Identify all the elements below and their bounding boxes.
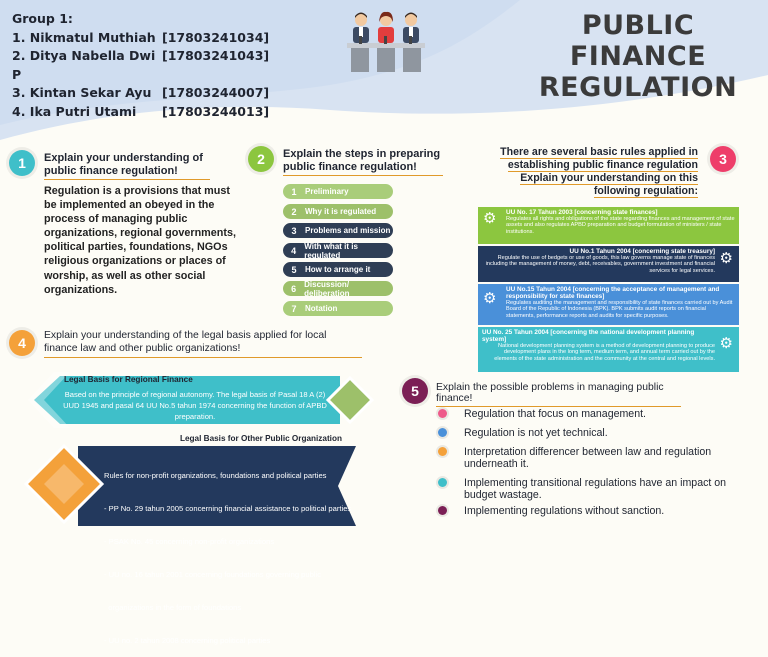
problem-text: Implementing transitional regulations have an impact on budget wastage.: [464, 477, 727, 501]
step-number: 1: [291, 186, 297, 197]
people-at-podium-icon: [345, 10, 427, 74]
step-item: [283, 184, 393, 199]
step-number: 3: [291, 225, 297, 236]
regional-title: Legal Basis for Regional Finance: [64, 375, 193, 384]
step-label: How to arrange it: [305, 265, 371, 274]
q1-question: Explain your understanding of public finance regulation!: [44, 152, 210, 180]
step-item: [283, 204, 393, 219]
group-title: Group 1:: [12, 11, 73, 26]
step-number: 4: [291, 245, 297, 256]
step-item: [283, 301, 393, 316]
member-name: 4. Ika Putri Utami: [12, 103, 137, 119]
bullet-dot: [438, 447, 447, 456]
rule-card: [478, 327, 739, 372]
step-label: Problems and mission: [305, 226, 391, 235]
problem-text: Interpretation differencer between law and regulation underneath it.: [464, 446, 712, 470]
other-org-list: [104, 448, 352, 657]
other-org-line: - UU no. 2 tahun 2008 concerning political parties: [104, 636, 271, 645]
member-row: [12, 84, 269, 103]
gear-icon: ⚙: [483, 210, 497, 227]
q5-question: Explain the possible problems in managing public finance!: [436, 382, 681, 407]
problem-item: [438, 427, 738, 439]
member-id: [17803241034]: [162, 29, 270, 45]
rule-card: [478, 207, 739, 244]
member-id: [17803241043]: [162, 48, 270, 63]
title-line: PUBLIC: [581, 10, 695, 41]
member-row: [12, 103, 269, 122]
bullet-dot: [438, 428, 447, 437]
group-members: [12, 10, 269, 121]
rule-card: [478, 246, 739, 282]
q2-question: Explain the steps in preparing public finance regulation!: [283, 148, 443, 176]
other-org-line: - PP No. 29 tahun 2005 concerning financial assistance to political parties: [104, 504, 352, 513]
number-badge-4: 4: [9, 330, 35, 356]
problem-item: [438, 408, 738, 420]
rule-title: UU No. 17 Tahun 2003 [concerning state finances]: [506, 209, 658, 216]
q4-question: Explain your understanding of the legal basis applied for local finance law and other public organizations!: [44, 330, 362, 358]
other-org-line: - PSAK No. 45 concerning non-profit organizations: [104, 537, 275, 546]
regional-text: Based on the principle of regional autonomy. The legal basis of Pasal 18 A (2) UUD 1945 and pasal 64 UU No.5 tahun 1974 concerning the function of APBD preparation.: [63, 390, 327, 421]
member-name: 1. Nikmatul Muthiah: [12, 29, 156, 45]
other-org-line: - UU no. 16 tahun 2001 concerning foundations governing public: [104, 570, 321, 579]
problem-item: [438, 505, 738, 517]
problem-item: [438, 477, 738, 501]
other-org-line: organizations in the form of foundations: [104, 603, 242, 612]
problem-text: Implementing regulations without sanction.: [464, 505, 665, 517]
step-number: 2: [291, 206, 297, 217]
rule-title: UU No. 25 Tahun 2004 [concerning the national development planning system]: [482, 329, 695, 343]
member-id: [17803244007]: [162, 85, 270, 100]
title-line: FINANCE: [569, 41, 707, 72]
problem-item: [438, 446, 738, 470]
gear-icon: ⚙: [719, 250, 733, 267]
step-item: [283, 262, 393, 277]
rule-text: Regulate the use of bedgets or use of goods, this law governs manage state of finances including the management of money, debt, receivables, government investment and financial services for legal services.: [485, 255, 715, 274]
step-label: Discussion/ deliberation: [304, 279, 350, 298]
step-number: 5: [291, 264, 297, 275]
member-id: [17803244013]: [162, 103, 270, 119]
step-label: With what it is regulated: [304, 241, 358, 260]
other-org-line: Rules for non-profit organizations, foundations and political parties: [104, 471, 327, 480]
step-item: [283, 243, 393, 258]
member-name: 3. Kintan Sekar Ayu: [12, 85, 152, 100]
other-org-title: Legal Basis for Other Public Organization: [180, 434, 342, 443]
bullet-dot: [438, 506, 447, 515]
rule-text: Regulates auditing the management and responsibility of state finances carried out by Audit Board of the Republic of Indonesia (BPK). BPK submits audit reports on financial statements, performance reports and audits for specific purposes.: [506, 300, 733, 319]
gear-icon: ⚙: [483, 290, 497, 307]
step-number: 7: [291, 303, 297, 314]
member-name: 2. Ditya Nabella Dwi P: [12, 48, 156, 82]
rule-card: [478, 284, 739, 325]
q3-question: [480, 146, 698, 198]
step-label: Notation: [305, 304, 338, 313]
number-badge-5: 5: [402, 378, 428, 404]
rule-title: UU No.1 Tahun 2004 [concerning state treasury]: [569, 248, 715, 255]
number-badge-1: 1: [9, 150, 35, 176]
rule-title: UU No.15 Tahun 2004 [concerning the acceptance of management and responsibility for state finances]: [506, 286, 720, 300]
bullet-dot: [438, 409, 447, 418]
step-item: [283, 281, 393, 296]
q3-question-text: There are several basic rules applied in establishing public finance regulation Explain your understanding on this following regulation:: [500, 146, 698, 197]
member-row: [12, 29, 269, 48]
q1-answer: Regulation is a provisions that must be implemented an obeyed in the process of managing public organizations, regional governments, political parties, foundations, NGOs religious organizations or places of worship, as well as other social organizations.: [44, 185, 236, 296]
rule-text: Regulates all rights and obligations of the state regarding finances and management of state assets and also regulates APBD preparation and budget formulation of ministers / state institutions.: [506, 216, 735, 235]
bullet-dot: [438, 478, 447, 487]
member-row: [12, 47, 269, 84]
step-number: 6: [291, 283, 297, 294]
page-title: [528, 10, 748, 103]
number-badge-2: 2: [248, 146, 274, 172]
step-label: Why it is regulated: [305, 207, 377, 216]
number-badge-3: 3: [710, 146, 736, 172]
problem-text: Regulation that focus on management.: [464, 408, 646, 420]
problem-text: Regulation is not yet technical.: [464, 427, 608, 439]
rule-text: National development planning system is a method of development planning to produce development plans in the long term, medium term, and annual term carried out by the elements of the state administration and the community at the central and regional levels.: [494, 343, 715, 362]
step-item: [283, 223, 393, 238]
gear-icon: ⚙: [719, 335, 733, 352]
title-line: REGULATION: [538, 72, 738, 103]
step-label: Preliminary: [305, 187, 349, 196]
